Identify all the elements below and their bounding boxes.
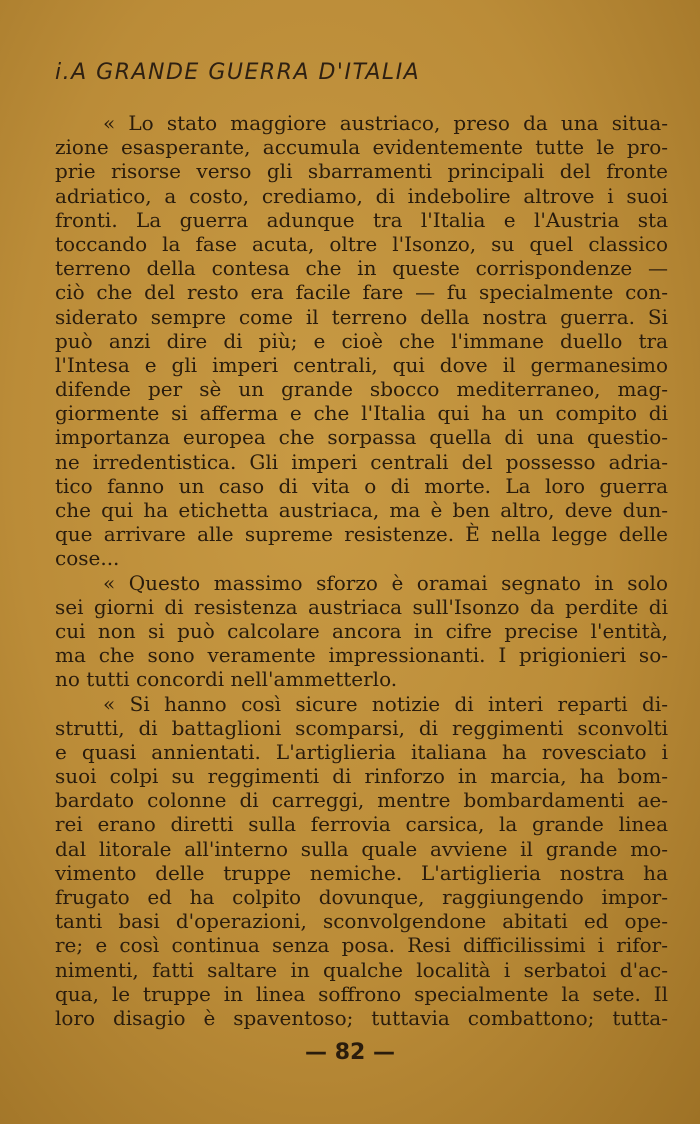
text-line: siderato sempre come il terreno della nostra guerra. Si <box>55 304 668 329</box>
text-line: toccando la fase acuta, oltre l'Isonzo, su quel classico <box>55 231 668 256</box>
text-line: fronti. La guerra adunque tra l'Italia e l'Austria sta <box>55 207 668 232</box>
text-line: bardato colonne di carreggi, mentre bombardamenti ae- <box>55 788 668 813</box>
text-line: ciò che del resto era facile fare — fu specialmente con- <box>55 280 668 305</box>
text-line: prie risorse verso gli sbarramenti principali del fronte <box>55 159 668 184</box>
text-line: terreno della contesa che in queste corrispondenze — <box>55 256 668 281</box>
body-text <box>55 111 668 1030</box>
page-number: — 82 — <box>305 1040 395 1065</box>
text-line: « Lo stato maggiore austriaco, preso da una situa- <box>103 111 668 135</box>
text-line: nimenti, fatti saltare in qualche località i serbatoi d'ac- <box>55 957 668 982</box>
text-line: loro disagio è spaventoso; tuttavia combattono; tutta- <box>55 1005 668 1030</box>
text-line: e quasi annientati. L'artiglieria italiana ha rovesciato i <box>55 739 668 764</box>
text-line: strutti, di battaglioni scomparsi, di reggimenti sconvolti <box>55 715 668 740</box>
text-line: « Questo massimo sforzo è oramai segnato in solo <box>103 570 668 595</box>
text-line: vimento delle truppe nemiche. L'artiglieria nostra ha <box>55 860 668 885</box>
text-line: giormente si afferma e che l'Italia qui ha un compito di <box>55 401 668 426</box>
text-line: rei erano diretti sulla ferrovia carsica, la grande linea <box>55 812 668 837</box>
text-line: cui non si può calcolare ancora in cifre precise l'entità, <box>55 618 668 643</box>
text-line: suoi colpi su reggimenti di rinforzo in marcia, ha bom- <box>55 764 668 789</box>
text-line: importanza europea che sorpassa quella di una questio- <box>55 425 668 450</box>
text-line: tico fanno un caso di vita o di morte. La loro guerra <box>55 473 668 498</box>
text-line: re; e così continua senza posa. Resi difficilissimi i rifor- <box>55 933 668 958</box>
text-line: ne irredentistica. Gli imperi centrali del possesso adria- <box>55 449 668 474</box>
text-line: cose... <box>55 546 120 571</box>
text-line: che qui ha etichetta austriaca, ma è ben altro, deve dun- <box>55 498 668 522</box>
text-line: que arrivare alle supreme resistenze. È nella legge delle <box>55 522 668 547</box>
text-line: tanti basi d'operazioni, sconvolgendone abitati ed ope- <box>55 909 668 934</box>
running-header: i.A GRANDE GUERRA D'ITALIA <box>55 60 421 85</box>
text-line: dal litorale all'interno sulla quale avviene il grande mo- <box>55 836 668 861</box>
text-line: no tutti concordi nell'ammetterlo. <box>55 667 398 692</box>
text-line: l'Intesa e gli imperi centrali, qui dove il germanesimo <box>55 352 668 377</box>
text-line: adriatico, a costo, crediamo, di indebolire altrove i suoi <box>55 183 668 208</box>
text-line: « Si hanno così sicure notizie di interi reparti di- <box>103 691 668 716</box>
text-line: ma che sono veramente impressionanti. I prigionieri so- <box>55 643 668 668</box>
text-line: frugato ed ha colpito dovunque, raggiungendo impor- <box>55 885 668 909</box>
text-line: zione esasperante, accumula evidentemente tutte le pro- <box>55 135 668 160</box>
text-line: qua, le truppe in linea soffrono specialmente la sete. Il <box>55 981 668 1006</box>
text-line: può anzi dire di più; e cioè che l'immane duello tra <box>55 328 668 353</box>
text-line: difende per sè un grande sbocco mediterraneo, mag- <box>55 377 668 402</box>
text-line: sei giorni di resistenza austriaca sull'Isonzo da perdite di <box>55 594 668 619</box>
